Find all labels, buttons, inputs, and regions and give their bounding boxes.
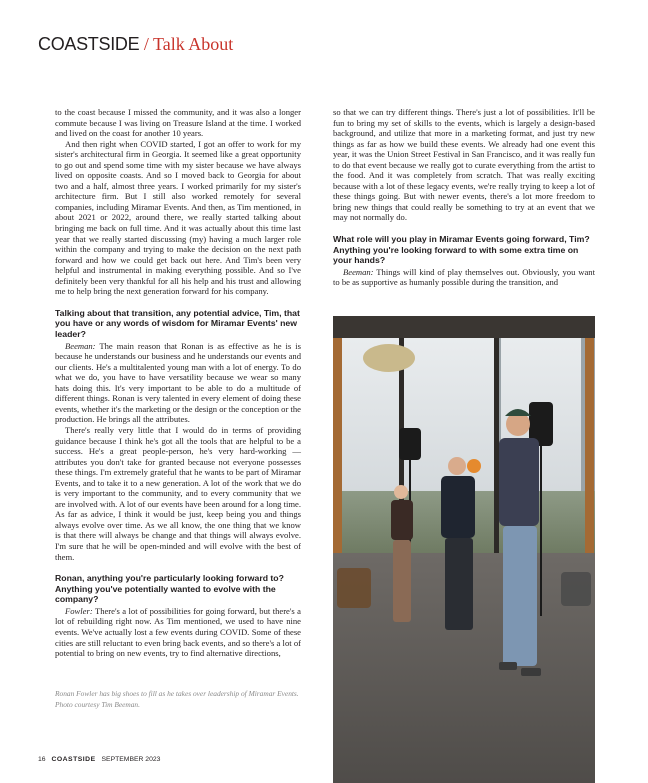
paragraph: so that we can try different things. There's just a lot of possibilities. It'll be fun to bring my set of skills to the events, which is largely a design-based background, and utilize that more in a marketing format, and just try new things as far as how we build these events. We already had one event this year, it was the Union Street Festival in San Francisco, and it was really fun to do that event because we really got to curate everything from the artist to the food. And it was completely from scratch. That was really exciting because with a lot of these legacy events, we're really trying to keep a lot of these things going. But with newer events, there's a lot more freedom to bring new things that could really be something to try at an event that we may not normally do. xyxy=(333,107,595,223)
page-footer xyxy=(38,756,160,763)
person-girl xyxy=(391,500,413,540)
paragraph: to the coast because I missed the community, and it was also a longer commute because I was living on Treasure Island at the time. I worked and lived on the coast for another 10 years. xyxy=(55,107,301,139)
caption-line: Ronan Fowler has big shoes to fill as he takes over leadership of Miramar Events. xyxy=(55,689,299,698)
answer-text: Things will kind of play themselves out. Obviously, you want to be as supportive as humanly possible during the transition, and xyxy=(333,266,595,288)
paragraph: And then right when COVID started, I got an offer to work for my sister's architectural firm in Georgia. It seemed like a great opportunity to go out and spend some time with my sister because we have always lived on opposite coasts. And so I moved back to Georgia for about two and a half, almost three years. I worked primarily for my sister's architecture firm. But I still also worked remotely for several companies, including Miramar Events. And then, as Tim mentioned, in about 2021 or 2022, around there, we really started talking about bringing me back on full time. And it was actually about this time last year that we really started discussing (my) having a much larger role within the company and trying to make the decision on the next path forward and how we could get back out here. And Tim's been very helpful and instrumental in making everything possible. And so I've definitely been very thankful for all his help and his trust and allowing me to help bring the next generation forward for his company. xyxy=(55,138,301,297)
question-heading: What role will you play in Miramar Events going forward, Tim? Anything you're looking forward to with some extra time on your hands? xyxy=(333,234,590,266)
section-title: Talk About xyxy=(153,34,234,54)
question-heading: Talking about that transition, any potential advice, Tim, that you have or any words of wisdom for Miramar Events' new leader? xyxy=(55,307,300,340)
pendant-lamp xyxy=(363,344,415,372)
photo-scene xyxy=(333,316,595,783)
page-number: 16 xyxy=(38,756,46,763)
speaker-name: Beeman: xyxy=(65,340,96,351)
speaker-name: Beeman: xyxy=(343,266,374,277)
question-heading: Ronan, anything you're particularly looking forward to? Anything you've potentially wanted to evolve with the company? xyxy=(55,573,284,605)
paragraph: There's really very little that I would do in terms of providing guidance because I think he's got all the tools that are helpful to be a success. He's a great people-person, he's very hard-working — attributes you don't take for granted because not everyone possesses these things. I'm extremely grateful that he wants to be part of Miramar Events, and to take it to a new generation. A lot of the work that we do is very important to the community, and to every community that we are involved with. A lot of our events have been around for a long time. As far as advice, I think it would be just, keep being you and things always evolve over time. As we all know, the one thing that we know is that there will always be change and that things will always evolve. I'm sure that he will be open-minded and will evolve with the best of them. xyxy=(55,425,301,562)
footer-magazine: COASTSIDE xyxy=(51,756,96,763)
answer-text: There's a lot of possibilities for going forward, but there's a lot of rebuilding right now. As Tim mentioned, we used to have nine events. We've actually lost a few events during COVID. Some of these cities are still reluctant to even bring back events, and so there's a lot of potential to bring on new events, try to find alternative directions, xyxy=(55,605,301,659)
person-beeman xyxy=(441,476,475,538)
header-slash: / xyxy=(143,34,149,54)
right-column xyxy=(333,107,595,288)
page-header xyxy=(38,34,233,54)
footer-issue: SEPTEMBER 2023 xyxy=(101,756,161,763)
balloon xyxy=(467,459,481,473)
person-fowler xyxy=(499,438,539,526)
answer-text: The main reason that Ronan is as effective as he is is because he understands our business and he understands our events and our clients. He's a multitalented young man with a lot of energy. To do what we do, you have to have versatility because we wear so many hats doing this. It's very important to be able to do a multitude of different things. Ronan is very talented in every element of doing these events, whether it's the marketing or the design or the conception or the production. He brings all the attributes. xyxy=(55,340,301,425)
event-photo xyxy=(333,316,595,783)
speaker-left xyxy=(399,428,421,460)
magazine-name: COASTSIDE xyxy=(38,34,140,54)
left-column xyxy=(55,107,301,659)
photo-caption xyxy=(55,688,317,710)
speaker-name: Fowler: xyxy=(65,605,93,616)
caption-credit: Photo courtesy Tim Beeman. xyxy=(55,700,140,709)
